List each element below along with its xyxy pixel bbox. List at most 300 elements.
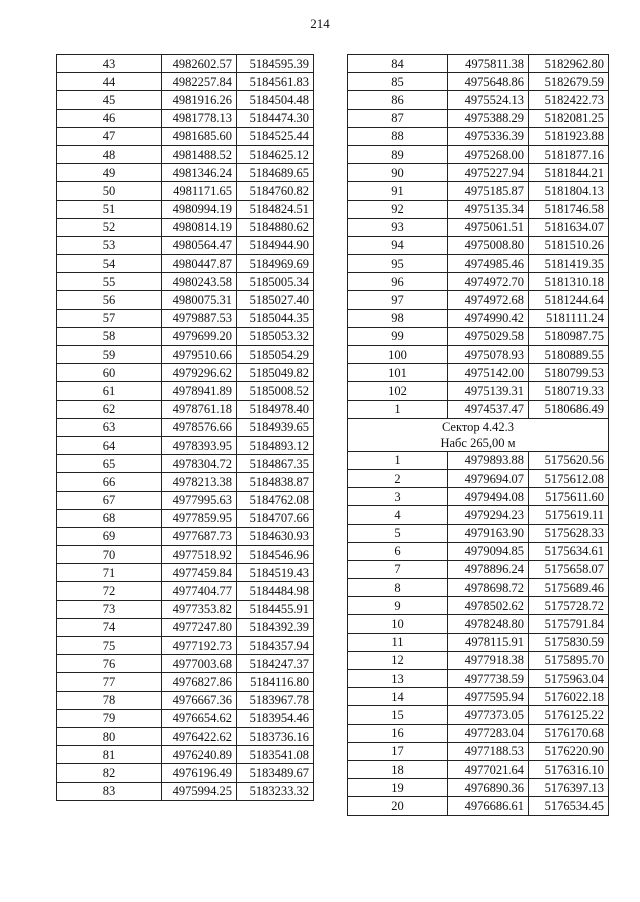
point-number-cell: 17 xyxy=(348,742,448,760)
y-coordinate-cell: 5176316.10 xyxy=(529,760,609,778)
y-coordinate-cell: 5175791.84 xyxy=(529,615,609,633)
y-coordinate-cell: 5185049.82 xyxy=(237,364,314,382)
point-number-cell: 76 xyxy=(57,655,162,673)
y-coordinate-cell: 5184944.90 xyxy=(237,236,314,254)
x-coordinate-cell: 4979094.85 xyxy=(448,542,529,560)
x-coordinate-cell: 4975648.86 xyxy=(448,73,529,91)
x-coordinate-cell: 4978896.24 xyxy=(448,560,529,578)
x-coordinate-cell: 4979699.20 xyxy=(162,327,237,345)
table-row xyxy=(57,309,314,327)
x-coordinate-cell: 4976890.36 xyxy=(448,779,529,797)
x-coordinate-cell: 4977995.63 xyxy=(162,491,237,509)
table-row xyxy=(57,400,314,418)
y-coordinate-cell: 5175830.59 xyxy=(529,633,609,651)
table-row xyxy=(57,382,314,400)
y-coordinate-cell: 5183541.08 xyxy=(237,746,314,764)
y-coordinate-cell: 5184880.62 xyxy=(237,218,314,236)
point-number-cell: 69 xyxy=(57,527,162,545)
x-coordinate-cell: 4978502.62 xyxy=(448,597,529,615)
y-coordinate-cell: 5181419.35 xyxy=(529,255,609,273)
x-coordinate-cell: 4980564.47 xyxy=(162,236,237,254)
y-coordinate-cell: 5180799.53 xyxy=(529,364,609,382)
y-coordinate-cell: 5181244.64 xyxy=(529,291,609,309)
table-row xyxy=(348,724,609,742)
table-row xyxy=(348,742,609,760)
point-number-cell: 92 xyxy=(348,200,448,218)
y-coordinate-cell: 5184969.69 xyxy=(237,255,314,273)
point-number-cell: 9 xyxy=(348,597,448,615)
x-coordinate-cell: 4975078.93 xyxy=(448,346,529,364)
point-number-cell: 53 xyxy=(57,236,162,254)
y-coordinate-cell: 5175658.07 xyxy=(529,560,609,578)
table-row xyxy=(348,73,609,91)
table-row xyxy=(57,491,314,509)
x-coordinate-cell: 4976827.86 xyxy=(162,673,237,691)
table-row xyxy=(57,600,314,618)
table-row xyxy=(57,727,314,745)
x-coordinate-cell: 4981171.65 xyxy=(162,182,237,200)
point-number-cell: 48 xyxy=(57,145,162,163)
y-coordinate-cell: 5181310.18 xyxy=(529,273,609,291)
point-number-cell: 87 xyxy=(348,109,448,127)
table-row xyxy=(57,709,314,727)
point-number-cell: 8 xyxy=(348,579,448,597)
point-number-cell: 100 xyxy=(348,346,448,364)
table-row xyxy=(348,364,609,382)
coordinates-table-right-body-after xyxy=(348,451,609,815)
point-number-cell: 84 xyxy=(348,55,448,73)
table-row xyxy=(348,127,609,145)
point-number-cell: 14 xyxy=(348,688,448,706)
table-row xyxy=(348,597,609,615)
x-coordinate-cell: 4978941.89 xyxy=(162,382,237,400)
x-coordinate-cell: 4977188.53 xyxy=(448,742,529,760)
table-row xyxy=(348,651,609,669)
x-coordinate-cell: 4977404.77 xyxy=(162,582,237,600)
table-row xyxy=(57,91,314,109)
table-row xyxy=(57,509,314,527)
y-coordinate-cell: 5181746.58 xyxy=(529,200,609,218)
y-coordinate-cell: 5184867.35 xyxy=(237,455,314,473)
table-row xyxy=(57,127,314,145)
point-number-cell: 102 xyxy=(348,382,448,400)
x-coordinate-cell: 4980994.19 xyxy=(162,200,237,218)
y-coordinate-cell: 5175689.46 xyxy=(529,579,609,597)
y-coordinate-cell: 5176220.90 xyxy=(529,742,609,760)
table-row xyxy=(57,618,314,636)
point-number-cell: 52 xyxy=(57,218,162,236)
point-number-cell: 64 xyxy=(57,436,162,454)
point-number-cell: 85 xyxy=(348,73,448,91)
point-number-cell: 3 xyxy=(348,488,448,506)
y-coordinate-cell: 5181844.21 xyxy=(529,164,609,182)
point-number-cell: 51 xyxy=(57,200,162,218)
y-coordinate-cell: 5183736.16 xyxy=(237,727,314,745)
x-coordinate-cell: 4977859.95 xyxy=(162,509,237,527)
y-coordinate-cell: 5185054.29 xyxy=(237,346,314,364)
point-number-cell: 5 xyxy=(348,524,448,542)
y-coordinate-cell: 5185008.52 xyxy=(237,382,314,400)
y-coordinate-cell: 5184978.40 xyxy=(237,400,314,418)
point-number-cell: 72 xyxy=(57,582,162,600)
table-row xyxy=(57,655,314,673)
section-title: Сектор 4.42.3 xyxy=(441,419,515,434)
point-number-cell: 18 xyxy=(348,760,448,778)
point-number-cell: 59 xyxy=(57,346,162,364)
section-header xyxy=(348,418,609,451)
table-row xyxy=(348,145,609,163)
point-number-cell: 11 xyxy=(348,633,448,651)
coordinates-table-right-body-before xyxy=(348,55,609,419)
y-coordinate-cell: 5184357.94 xyxy=(237,637,314,655)
x-coordinate-cell: 4976686.61 xyxy=(448,797,529,815)
x-coordinate-cell: 4975185.87 xyxy=(448,182,529,200)
table-row xyxy=(348,760,609,778)
point-number-cell: 4 xyxy=(348,506,448,524)
y-coordinate-cell: 5175628.33 xyxy=(529,524,609,542)
x-coordinate-cell: 4975227.94 xyxy=(448,164,529,182)
point-number-cell: 54 xyxy=(57,255,162,273)
table-row xyxy=(57,436,314,454)
y-coordinate-cell: 5181111.24 xyxy=(529,309,609,327)
x-coordinate-cell: 4981916.26 xyxy=(162,91,237,109)
x-coordinate-cell: 4975135.34 xyxy=(448,200,529,218)
coordinates-table-right xyxy=(347,54,609,816)
y-coordinate-cell: 5176125.22 xyxy=(529,706,609,724)
x-coordinate-cell: 4977247.80 xyxy=(162,618,237,636)
y-coordinate-cell: 5182422.73 xyxy=(529,91,609,109)
table-row xyxy=(57,691,314,709)
x-coordinate-cell: 4975388.29 xyxy=(448,109,529,127)
x-coordinate-cell: 4979494.08 xyxy=(448,488,529,506)
point-number-cell: 2 xyxy=(348,469,448,487)
y-coordinate-cell: 5181804.13 xyxy=(529,182,609,200)
y-coordinate-cell: 5184474.30 xyxy=(237,109,314,127)
x-coordinate-cell: 4977918.38 xyxy=(448,651,529,669)
x-coordinate-cell: 4980075.31 xyxy=(162,291,237,309)
point-number-cell: 19 xyxy=(348,779,448,797)
table-row xyxy=(57,164,314,182)
point-number-cell: 82 xyxy=(57,764,162,782)
table-row xyxy=(348,469,609,487)
y-coordinate-cell: 5180719.33 xyxy=(529,382,609,400)
table-row xyxy=(348,706,609,724)
point-number-cell: 60 xyxy=(57,364,162,382)
table-row xyxy=(57,455,314,473)
x-coordinate-cell: 4979294.23 xyxy=(448,506,529,524)
x-coordinate-cell: 4975336.39 xyxy=(448,127,529,145)
table-row xyxy=(348,560,609,578)
table-row xyxy=(57,473,314,491)
table-row xyxy=(348,55,609,73)
y-coordinate-cell: 5181877.16 xyxy=(529,145,609,163)
x-coordinate-cell: 4979296.62 xyxy=(162,364,237,382)
point-number-cell: 13 xyxy=(348,670,448,688)
y-coordinate-cell: 5175611.60 xyxy=(529,488,609,506)
point-number-cell: 57 xyxy=(57,309,162,327)
point-number-cell: 15 xyxy=(348,706,448,724)
table-row xyxy=(57,418,314,436)
point-number-cell: 16 xyxy=(348,724,448,742)
table-row xyxy=(348,236,609,254)
y-coordinate-cell: 5184484.98 xyxy=(237,582,314,600)
y-coordinate-cell: 5184760.82 xyxy=(237,182,314,200)
table-row xyxy=(57,364,314,382)
table-row xyxy=(57,673,314,691)
table-row xyxy=(348,218,609,236)
point-number-cell: 61 xyxy=(57,382,162,400)
point-number-cell: 93 xyxy=(348,218,448,236)
x-coordinate-cell: 4977595.94 xyxy=(448,688,529,706)
table-row xyxy=(57,273,314,291)
y-coordinate-cell: 5175620.56 xyxy=(529,451,609,469)
y-coordinate-cell: 5184707.66 xyxy=(237,509,314,527)
point-number-cell: 45 xyxy=(57,91,162,109)
x-coordinate-cell: 4974537.47 xyxy=(448,400,529,418)
y-coordinate-cell: 5181634.07 xyxy=(529,218,609,236)
page-number: 214 xyxy=(310,16,330,31)
x-coordinate-cell: 4974990.42 xyxy=(448,309,529,327)
y-coordinate-cell: 5175619.11 xyxy=(529,506,609,524)
x-coordinate-cell: 4977459.84 xyxy=(162,564,237,582)
x-coordinate-cell: 4975994.25 xyxy=(162,782,237,800)
point-number-cell: 20 xyxy=(348,797,448,815)
y-coordinate-cell: 5182081.25 xyxy=(529,109,609,127)
x-coordinate-cell: 4977021.64 xyxy=(448,760,529,778)
y-coordinate-cell: 5182679.59 xyxy=(529,73,609,91)
y-coordinate-cell: 5185005.34 xyxy=(237,273,314,291)
y-coordinate-cell: 5185053.32 xyxy=(237,327,314,345)
point-number-cell: 67 xyxy=(57,491,162,509)
point-number-cell: 75 xyxy=(57,637,162,655)
y-coordinate-cell: 5184595.39 xyxy=(237,55,314,73)
x-coordinate-cell: 4974972.68 xyxy=(448,291,529,309)
y-coordinate-cell: 5184546.96 xyxy=(237,546,314,564)
table-row xyxy=(348,291,609,309)
x-coordinate-cell: 4978304.72 xyxy=(162,455,237,473)
x-coordinate-cell: 4974985.46 xyxy=(448,255,529,273)
x-coordinate-cell: 4981346.24 xyxy=(162,164,237,182)
point-number-cell: 71 xyxy=(57,564,162,582)
x-coordinate-cell: 4981778.13 xyxy=(162,109,237,127)
table-row xyxy=(348,615,609,633)
table-row xyxy=(57,145,314,163)
x-coordinate-cell: 4980243.58 xyxy=(162,273,237,291)
table-row xyxy=(57,327,314,345)
y-coordinate-cell: 5184392.39 xyxy=(237,618,314,636)
x-coordinate-cell: 4975008.80 xyxy=(448,236,529,254)
point-number-cell: 78 xyxy=(57,691,162,709)
y-coordinate-cell: 5182962.80 xyxy=(529,55,609,73)
point-number-cell: 94 xyxy=(348,236,448,254)
table-row xyxy=(57,55,314,73)
point-number-cell: 74 xyxy=(57,618,162,636)
point-number-cell: 86 xyxy=(348,91,448,109)
point-number-cell: 80 xyxy=(57,727,162,745)
y-coordinate-cell: 5175963.04 xyxy=(529,670,609,688)
table-row xyxy=(57,346,314,364)
x-coordinate-cell: 4977687.73 xyxy=(162,527,237,545)
point-number-cell: 89 xyxy=(348,145,448,163)
y-coordinate-cell: 5184939.65 xyxy=(237,418,314,436)
table-row xyxy=(348,309,609,327)
x-coordinate-cell: 4978248.80 xyxy=(448,615,529,633)
x-coordinate-cell: 4982257.84 xyxy=(162,73,237,91)
x-coordinate-cell: 4977192.73 xyxy=(162,637,237,655)
point-number-cell: 44 xyxy=(57,73,162,91)
table-row xyxy=(348,579,609,597)
point-number-cell: 6 xyxy=(348,542,448,560)
y-coordinate-cell: 5184824.51 xyxy=(237,200,314,218)
table-row xyxy=(57,236,314,254)
table-row xyxy=(348,91,609,109)
y-coordinate-cell: 5180686.49 xyxy=(529,400,609,418)
table-row xyxy=(348,109,609,127)
section-header-row xyxy=(348,418,609,451)
x-coordinate-cell: 4976240.89 xyxy=(162,746,237,764)
x-coordinate-cell: 4977353.82 xyxy=(162,600,237,618)
x-coordinate-cell: 4977283.04 xyxy=(448,724,529,742)
point-number-cell: 47 xyxy=(57,127,162,145)
table-row xyxy=(57,782,314,800)
table-row xyxy=(57,764,314,782)
y-coordinate-cell: 5183967.78 xyxy=(237,691,314,709)
x-coordinate-cell: 4981685.60 xyxy=(162,127,237,145)
y-coordinate-cell: 5176397.13 xyxy=(529,779,609,797)
x-coordinate-cell: 4975139.31 xyxy=(448,382,529,400)
table-row xyxy=(348,327,609,345)
x-coordinate-cell: 4979510.66 xyxy=(162,346,237,364)
x-coordinate-cell: 4974972.70 xyxy=(448,273,529,291)
x-coordinate-cell: 4981488.52 xyxy=(162,145,237,163)
y-coordinate-cell: 5184247.37 xyxy=(237,655,314,673)
x-coordinate-cell: 4976654.62 xyxy=(162,709,237,727)
x-coordinate-cell: 4977373.05 xyxy=(448,706,529,724)
y-coordinate-cell: 5183233.32 xyxy=(237,782,314,800)
x-coordinate-cell: 4977518.92 xyxy=(162,546,237,564)
table-row xyxy=(348,506,609,524)
point-number-cell: 73 xyxy=(57,600,162,618)
y-coordinate-cell: 5183954.46 xyxy=(237,709,314,727)
table-row xyxy=(57,182,314,200)
point-number-cell: 101 xyxy=(348,364,448,382)
y-coordinate-cell: 5184525.44 xyxy=(237,127,314,145)
y-coordinate-cell: 5185027.40 xyxy=(237,291,314,309)
section-height: Набс 265,00 м xyxy=(440,435,516,450)
point-number-cell: 56 xyxy=(57,291,162,309)
x-coordinate-cell: 4978698.72 xyxy=(448,579,529,597)
table-row xyxy=(57,582,314,600)
point-number-cell: 97 xyxy=(348,291,448,309)
y-coordinate-cell: 5184625.12 xyxy=(237,145,314,163)
y-coordinate-cell: 5184504.48 xyxy=(237,91,314,109)
point-number-cell: 88 xyxy=(348,127,448,145)
point-number-cell: 50 xyxy=(57,182,162,200)
table-row xyxy=(348,273,609,291)
point-number-cell: 66 xyxy=(57,473,162,491)
table-row xyxy=(348,200,609,218)
x-coordinate-cell: 4975811.38 xyxy=(448,55,529,73)
point-number-cell: 62 xyxy=(57,400,162,418)
table-row xyxy=(57,109,314,127)
table-row xyxy=(348,382,609,400)
x-coordinate-cell: 4977738.59 xyxy=(448,670,529,688)
table-row xyxy=(348,164,609,182)
table-row xyxy=(348,688,609,706)
point-number-cell: 79 xyxy=(57,709,162,727)
point-number-cell: 70 xyxy=(57,546,162,564)
point-number-cell: 96 xyxy=(348,273,448,291)
y-coordinate-cell: 5180987.75 xyxy=(529,327,609,345)
section-header-group xyxy=(348,418,609,451)
table-row xyxy=(348,524,609,542)
table-row xyxy=(57,546,314,564)
x-coordinate-cell: 4976196.49 xyxy=(162,764,237,782)
table-row xyxy=(348,400,609,418)
y-coordinate-cell: 5175634.61 xyxy=(529,542,609,560)
point-number-cell: 1 xyxy=(348,451,448,469)
y-coordinate-cell: 5175728.72 xyxy=(529,597,609,615)
table-row xyxy=(348,670,609,688)
table-row xyxy=(57,200,314,218)
point-number-cell: 68 xyxy=(57,509,162,527)
y-coordinate-cell: 5181510.26 xyxy=(529,236,609,254)
y-coordinate-cell: 5184630.93 xyxy=(237,527,314,545)
point-number-cell: 10 xyxy=(348,615,448,633)
point-number-cell: 43 xyxy=(57,55,162,73)
x-coordinate-cell: 4979887.53 xyxy=(162,309,237,327)
x-coordinate-cell: 4975029.58 xyxy=(448,327,529,345)
y-coordinate-cell: 5175895.70 xyxy=(529,651,609,669)
x-coordinate-cell: 4979163.90 xyxy=(448,524,529,542)
point-number-cell: 46 xyxy=(57,109,162,127)
table-row xyxy=(348,797,609,815)
table-row xyxy=(348,346,609,364)
table-row xyxy=(348,255,609,273)
coordinates-table-left xyxy=(56,54,314,801)
point-number-cell: 55 xyxy=(57,273,162,291)
point-number-cell: 65 xyxy=(57,455,162,473)
y-coordinate-cell: 5180889.55 xyxy=(529,346,609,364)
x-coordinate-cell: 4975142.00 xyxy=(448,364,529,382)
point-number-cell: 77 xyxy=(57,673,162,691)
y-coordinate-cell: 5184561.83 xyxy=(237,73,314,91)
point-number-cell: 83 xyxy=(57,782,162,800)
y-coordinate-cell: 5184838.87 xyxy=(237,473,314,491)
x-coordinate-cell: 4976667.36 xyxy=(162,691,237,709)
table-row xyxy=(348,488,609,506)
table-row xyxy=(57,218,314,236)
point-number-cell: 7 xyxy=(348,560,448,578)
table-row xyxy=(348,633,609,651)
point-number-cell: 49 xyxy=(57,164,162,182)
x-coordinate-cell: 4977003.68 xyxy=(162,655,237,673)
table-row xyxy=(57,637,314,655)
x-coordinate-cell: 4978576.66 xyxy=(162,418,237,436)
x-coordinate-cell: 4979893.88 xyxy=(448,451,529,469)
y-coordinate-cell: 5184689.65 xyxy=(237,164,314,182)
table-row xyxy=(57,746,314,764)
table-row xyxy=(348,182,609,200)
y-coordinate-cell: 5183489.67 xyxy=(237,764,314,782)
table-row xyxy=(57,527,314,545)
x-coordinate-cell: 4982602.57 xyxy=(162,55,237,73)
x-coordinate-cell: 4976422.62 xyxy=(162,727,237,745)
coordinates-table-left-body xyxy=(57,55,314,801)
table-row xyxy=(57,564,314,582)
x-coordinate-cell: 4980814.19 xyxy=(162,218,237,236)
table-row xyxy=(348,451,609,469)
